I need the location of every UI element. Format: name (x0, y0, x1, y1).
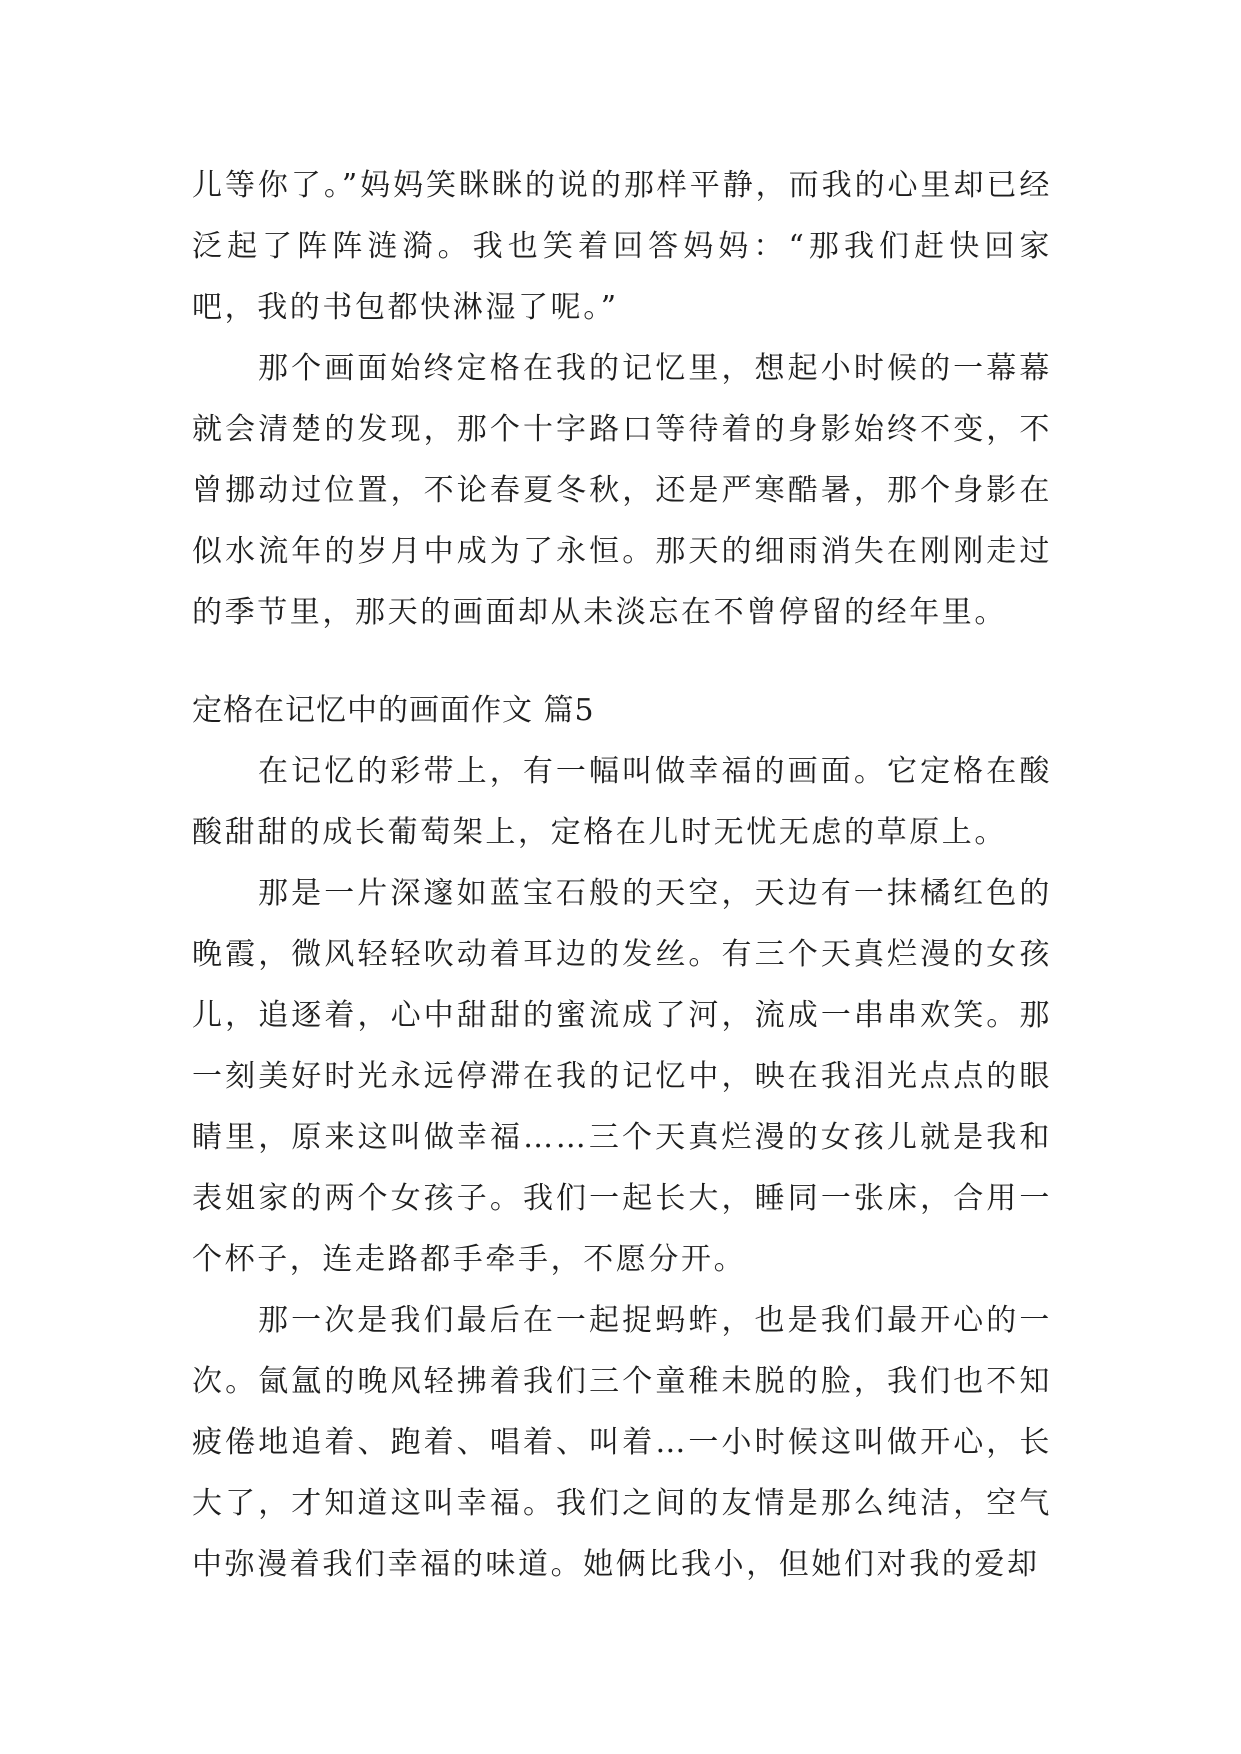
text-section-top (192, 155, 1052, 643)
paragraph: 在记忆的彩带上，有一幅叫做幸福的画面。它定格在酸酸甜甜的成长葡萄架上，定格在儿时无忧无虑的草原上。 (192, 754, 1052, 850)
section-heading: 定格在记忆中的画面作文 篇5 (192, 693, 595, 728)
paragraph: 那是一片深邃如蓝宝石般的天空，天边有一抹橘红色的晚霞，微风轻轻吹动着耳边的发丝。有三个天真烂漫的女孩儿，追逐着，心中甜甜的蜜流成了河，流成一串串欢笑。那一刻美好时光永远停滞在我的记忆中，映在我泪光点点的眼睛里，原来这叫做幸福……三个天真烂漫的女孩儿就是我和表姐家的两个女孩子。我们一起长大，睡同一张床，合用一个杯子，连走路都手牵手，不愿分开。 (192, 876, 1052, 1277)
text-section-5 (192, 680, 1052, 1595)
paragraph: 那个画面始终定格在我的记忆里，想起小时候的一幕幕就会清楚的发现，那个十字路口等待着的身影始终不变，不曾挪动过位置，不论春夏冬秋，还是严寒酷暑，那个身影在似水流年的岁月中成为了永恒。那天的细雨消失在刚刚走过的季节里，那天的画面却从未淡忘在不曾停留的经年里。 (192, 351, 1052, 630)
paragraph: 儿等你了。”妈妈笑眯眯的说的那样平静，而我的心里却已经泛起了阵阵涟漪。我也笑着回答妈妈：“那我们赶快回家吧，我的书包都快淋湿了呢。” (192, 168, 1052, 325)
paragraph: 那一次是我们最后在一起捉蚂蚱，也是我们最开心的一次。氤氲的晚风轻拂着我们三个童稚未脱的脸，我们也不知疲倦地追着、跑着、唱着、叫着…一小时候这叫做开心，长大了，才知道这叫幸福。我们之间的友情是那么纯洁，空气中弥漫着我们幸福的味道。她俩比我小，但她们对我的爱却 (192, 1303, 1052, 1582)
